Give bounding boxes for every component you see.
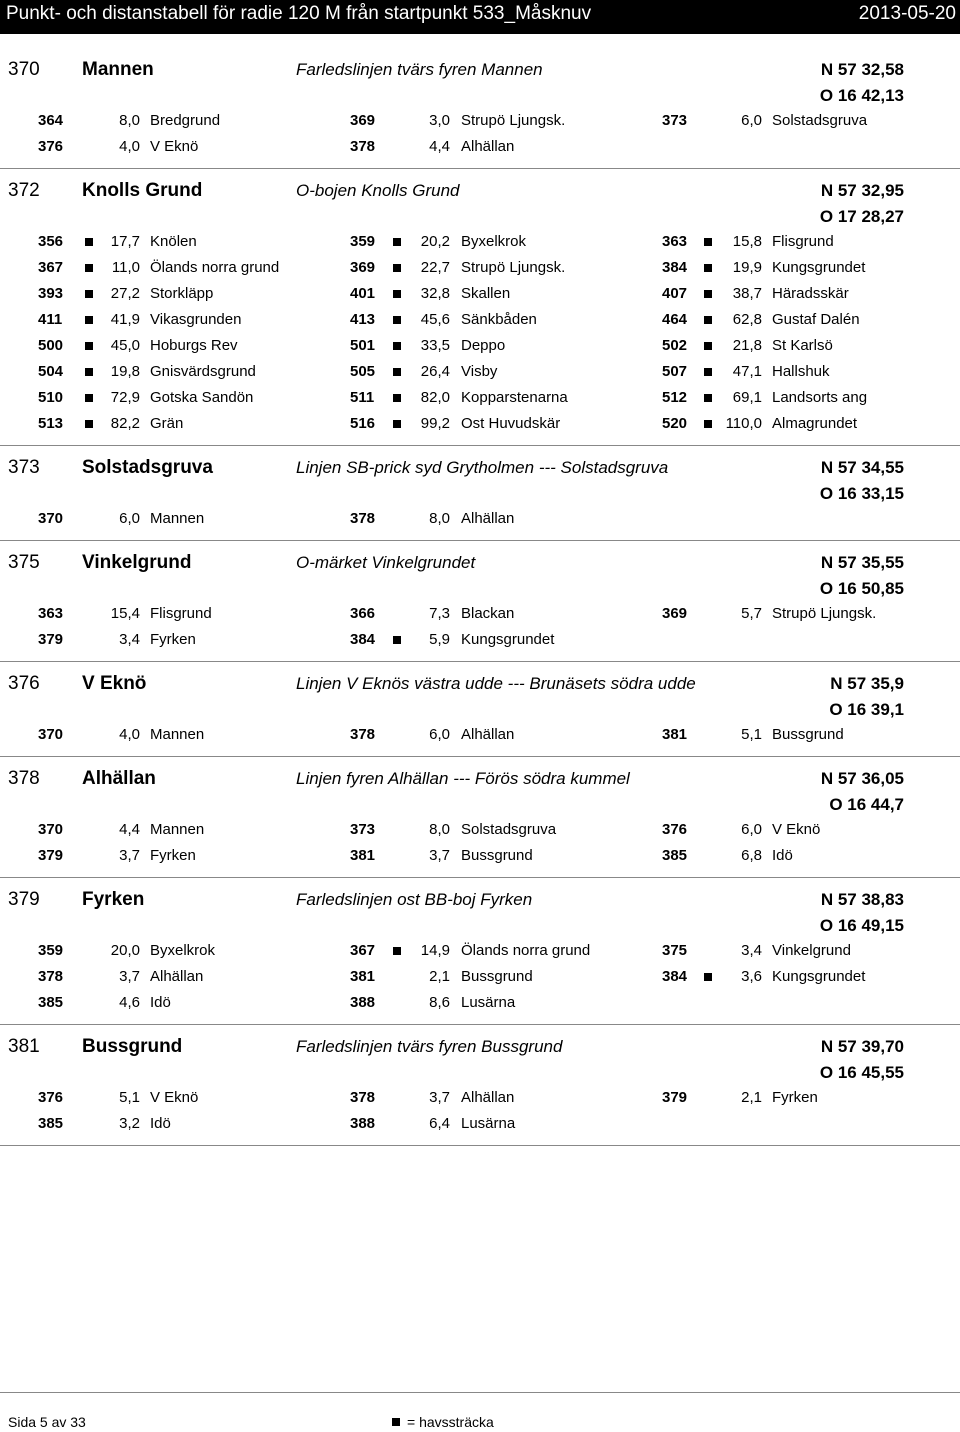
point-longitude: O 17 28,27	[819, 207, 904, 226]
neighbor-distance: 47,1	[732, 363, 762, 380]
neighbor-number: 413	[350, 311, 376, 328]
neighbor-name: Almagrundet	[772, 415, 858, 432]
neighbor-distance: 3,7	[429, 1089, 450, 1106]
point-number: 378	[8, 768, 40, 789]
point-entry	[0, 1033, 960, 1146]
point-name: Vinkelgrund	[82, 552, 192, 573]
neighbor-name: Visby	[461, 363, 498, 380]
neighbor-distance: 20,2	[420, 233, 450, 250]
neighbor-distance: 33,5	[420, 337, 450, 354]
neighbor-distance: 6,0	[119, 510, 140, 527]
neighbor-name: Flisgrund	[150, 605, 212, 622]
neighbor-name: Mannen	[150, 821, 205, 838]
neighbor-distance: 4,4	[119, 821, 140, 838]
neighbor-name: Idö	[772, 847, 793, 864]
neighbor-number: 364	[38, 112, 64, 129]
neighbor-number: 363	[662, 233, 688, 250]
neighbor-name: Kungsgrundet	[461, 631, 555, 648]
point-latitude: N 57 35,55	[820, 553, 904, 572]
neighbor-number: 379	[662, 1089, 688, 1106]
neighbor-number: 407	[662, 285, 688, 302]
neighbor-number: 411	[38, 311, 63, 328]
neighbor-number: 512	[662, 389, 688, 406]
neighbor-number: 385	[38, 1115, 64, 1132]
neighbor-number: 378	[350, 726, 376, 743]
neighbor-number: 513	[38, 415, 64, 432]
neighbor-number: 373	[662, 112, 688, 129]
neighbor-distance: 2,1	[741, 1089, 762, 1106]
neighbor-row	[0, 601, 960, 627]
neighbor-name: Vikasgrunden	[150, 311, 242, 328]
point-latitude: N 57 39,70	[820, 1037, 904, 1056]
neighbor-number: 381	[662, 726, 688, 743]
neighbor-name: Deppo	[461, 337, 506, 354]
neighbor-distance: 4,4	[429, 138, 450, 155]
neighbor-number: 502	[662, 337, 688, 354]
neighbor-number: 507	[662, 363, 688, 380]
neighbor-number: 373	[350, 821, 376, 838]
neighbor-number: 388	[350, 1115, 376, 1132]
neighbor-distance: 62,8	[732, 311, 762, 328]
neighbor-number: 384	[350, 631, 376, 648]
point-name: Solstadsgruva	[82, 457, 213, 478]
neighbor-name: Hoburgs Rev	[150, 337, 238, 354]
point-name: Bussgrund	[82, 1036, 183, 1057]
neighbor-distance: 3,4	[119, 631, 140, 648]
neighbor-name: Kungsgrundet	[772, 968, 866, 985]
entry-divider	[0, 653, 960, 662]
neighbor-distance: 5,1	[119, 1089, 140, 1106]
point-description: Farledslinjen tvärs fyren Mannen	[296, 60, 543, 79]
neighbor-number: 363	[38, 605, 64, 622]
neighbor-distance: 38,7	[732, 285, 762, 302]
neighbor-distance: 82,2	[110, 415, 140, 432]
neighbor-number: 385	[38, 994, 64, 1011]
neighbor-number: 378	[38, 968, 64, 985]
neighbor-number: 359	[38, 942, 64, 959]
neighbor-distance: 6,0	[429, 726, 450, 743]
neighbor-number: 378	[350, 510, 376, 527]
neighbor-distance: 11,0	[111, 259, 140, 276]
neighbor-name: Alhällan	[150, 968, 204, 985]
neighbor-name: Storkläpp	[150, 285, 214, 302]
neighbor-name: Solstadsgruva	[772, 112, 868, 129]
neighbor-number: 464	[662, 311, 688, 328]
entry-header	[0, 1033, 960, 1085]
point-entry	[0, 765, 960, 878]
point-number: 381	[8, 1036, 40, 1057]
neighbor-distance: 6,8	[741, 847, 762, 864]
neighbor-name: Alhällan	[461, 726, 515, 743]
neighbor-distance: 4,6	[119, 994, 140, 1011]
point-number: 375	[8, 552, 40, 573]
neighbor-name: Skallen	[461, 285, 511, 302]
neighbor-distance: 72,9	[110, 389, 140, 406]
neighbor-row	[0, 229, 960, 255]
neighbor-name: Fyrken	[772, 1089, 818, 1106]
neighbor-number: 366	[350, 605, 376, 622]
neighbor-distance: 8,6	[429, 994, 450, 1011]
neighbor-number: 369	[350, 259, 376, 276]
neighbor-name: Solstadsgruva	[461, 821, 557, 838]
neighbor-number: 379	[38, 631, 64, 648]
entry-divider	[0, 748, 960, 757]
neighbor-distance: 3,2	[119, 1115, 140, 1132]
neighbor-distance: 2,1	[429, 968, 450, 985]
neighbor-number: 510	[38, 389, 64, 406]
point-longitude: O 16 50,85	[819, 579, 904, 598]
neighbor-number: 516	[350, 415, 376, 432]
neighbor-distance: 3,4	[741, 942, 762, 959]
neighbor-row	[0, 722, 960, 748]
neighbor-number: 370	[38, 726, 64, 743]
point-name: Alhällan	[82, 768, 156, 789]
neighbor-number: 376	[662, 821, 688, 838]
entry-header	[0, 177, 960, 229]
neighbor-name: Strupö Ljungsk.	[772, 605, 877, 622]
point-name: Fyrken	[82, 889, 145, 910]
neighbor-distance: 19,8	[110, 363, 140, 380]
neighbor-row	[0, 385, 960, 411]
point-number: 372	[8, 180, 40, 201]
neighbor-distance: 19,9	[732, 259, 762, 276]
point-entry	[0, 549, 960, 662]
point-description: Farledslinjen tvärs fyren Bussgrund	[296, 1037, 563, 1056]
neighbor-row	[0, 333, 960, 359]
neighbor-number: 376	[38, 1089, 64, 1106]
neighbor-name: Ölands norra grund	[461, 942, 591, 959]
neighbor-name: Ölands norra grund	[150, 259, 280, 276]
neighbor-distance: 45,0	[110, 337, 140, 354]
neighbor-row	[0, 990, 960, 1016]
point-latitude: N 57 38,83	[820, 890, 904, 909]
neighbor-distance: 7,3	[429, 605, 450, 622]
neighbor-distance: 22,7	[420, 259, 450, 276]
neighbor-number: 500	[38, 337, 64, 354]
neighbor-number: 367	[38, 259, 64, 276]
neighbor-name: Blackan	[461, 605, 515, 622]
neighbor-distance: 32,8	[420, 285, 450, 302]
neighbor-number: 381	[350, 968, 376, 985]
neighbor-distance: 26,4	[420, 363, 450, 380]
neighbor-row	[0, 843, 960, 869]
neighbor-row	[0, 1085, 960, 1111]
neighbor-name: St Karlsö	[772, 337, 833, 354]
neighbor-distance: 6,0	[741, 821, 762, 838]
entry-header	[0, 549, 960, 601]
neighbor-name: Grän	[150, 415, 184, 432]
entry-header	[0, 765, 960, 817]
neighbor-number: 370	[38, 510, 64, 527]
neighbor-distance: 3,7	[119, 847, 140, 864]
neighbor-name: Alhällan	[461, 138, 515, 155]
neighbor-number: 388	[350, 994, 376, 1011]
neighbor-name: Strupö Ljungsk.	[461, 112, 566, 129]
neighbor-name: Landsorts ang	[772, 389, 868, 406]
neighbor-name: Knölen	[150, 233, 197, 250]
entry-divider	[0, 1137, 960, 1146]
point-name: Mannen	[82, 59, 154, 80]
neighbor-number: 356	[38, 233, 64, 250]
point-description: Linjen fyren Alhällan --- Förös södra kummel	[296, 769, 630, 788]
neighbor-distance: 8,0	[119, 112, 140, 129]
point-latitude: N 57 32,58	[820, 60, 904, 79]
entry-divider	[0, 869, 960, 878]
neighbor-name: Hallshuk	[772, 363, 830, 380]
neighbor-number: 370	[38, 821, 64, 838]
neighbor-name: Kungsgrundet	[772, 259, 866, 276]
page-number: Sida 5 av 33	[8, 1414, 86, 1430]
neighbor-distance: 3,7	[119, 968, 140, 985]
neighbor-name: Bussgrund	[772, 726, 844, 743]
entry-header	[0, 886, 960, 938]
neighbor-name: Häradsskär	[772, 285, 849, 302]
neighbor-name: Sänkbåden	[461, 311, 537, 328]
page-title: Punkt- och distanstabell för radie 120 M från startpunkt 533_Måsknuv	[6, 3, 592, 24]
point-description: Farledslinjen ost BB-boj Fyrken	[296, 890, 533, 909]
point-latitude: N 57 34,55	[820, 458, 904, 477]
neighbor-number: 505	[350, 363, 376, 380]
neighbor-distance: 5,1	[741, 726, 762, 743]
neighbor-name: Byxelkrok	[461, 233, 527, 250]
entry-header	[0, 454, 960, 506]
neighbor-name: Ost Huvudskär	[461, 415, 561, 432]
entry-divider	[0, 437, 960, 446]
neighbor-name: V Eknö	[772, 821, 821, 838]
entry-divider	[0, 160, 960, 169]
neighbor-name: Strupö Ljungsk.	[461, 259, 566, 276]
neighbor-row	[0, 1111, 960, 1137]
entry-divider	[0, 532, 960, 541]
neighbor-distance: 110,0	[725, 415, 762, 432]
neighbor-number: 504	[38, 363, 64, 380]
neighbor-number: 378	[350, 1089, 376, 1106]
neighbor-distance: 17,7	[110, 233, 140, 250]
point-latitude: N 57 36,05	[820, 769, 904, 788]
neighbor-distance: 15,8	[732, 233, 762, 250]
point-entry	[0, 454, 960, 541]
neighbor-row	[0, 359, 960, 385]
neighbor-number: 381	[350, 847, 376, 864]
point-longitude: O 16 42,13	[819, 86, 904, 105]
point-number: 373	[8, 457, 40, 478]
neighbor-number: 369	[662, 605, 688, 622]
neighbor-number: 375	[662, 942, 688, 959]
page-footer	[0, 1392, 960, 1432]
neighbor-name: Gustaf Dalén	[772, 311, 860, 328]
neighbor-row	[0, 964, 960, 990]
point-number: 370	[8, 59, 40, 80]
neighbor-name: Mannen	[150, 726, 205, 743]
neighbor-name: Idö	[150, 994, 171, 1011]
neighbor-name: Gotska Sandön	[150, 389, 254, 406]
neighbor-row	[0, 307, 960, 333]
neighbor-distance: 15,4	[110, 605, 140, 622]
neighbor-distance: 99,2	[420, 415, 450, 432]
neighbor-distance: 5,7	[741, 605, 762, 622]
neighbor-distance: 3,7	[429, 847, 450, 864]
neighbor-row	[0, 281, 960, 307]
neighbor-number: 376	[38, 138, 64, 155]
neighbor-distance: 6,4	[429, 1115, 450, 1132]
point-description: Linjen V Eknös västra udde --- Brunäsets södra udde	[296, 674, 696, 693]
neighbor-row	[0, 817, 960, 843]
neighbor-distance: 82,0	[420, 389, 450, 406]
neighbor-number: 385	[662, 847, 688, 864]
neighbor-name: Kopparstenarna	[461, 389, 568, 406]
neighbor-distance: 3,6	[741, 968, 762, 985]
point-entry	[0, 56, 960, 169]
neighbor-number: 379	[38, 847, 64, 864]
neighbor-distance: 14,9	[420, 942, 450, 959]
neighbor-distance: 4,0	[119, 726, 140, 743]
neighbor-name: Mannen	[150, 510, 205, 527]
point-entry	[0, 670, 960, 757]
neighbor-distance: 41,9	[110, 311, 140, 328]
point-longitude: O 16 39,1	[829, 700, 904, 719]
entry-divider	[0, 1016, 960, 1025]
entry-list	[0, 56, 960, 1154]
neighbor-row	[0, 938, 960, 964]
neighbor-number: 511	[350, 389, 375, 406]
point-latitude: N 57 32,95	[820, 181, 904, 200]
neighbor-number: 367	[350, 942, 376, 959]
legend-text: = havssträcka	[407, 1414, 494, 1430]
neighbor-name: Fyrken	[150, 631, 196, 648]
neighbor-name: Lusärna	[461, 1115, 516, 1132]
neighbor-distance: 45,6	[420, 311, 450, 328]
neighbor-number: 384	[662, 259, 688, 276]
point-description: Linjen SB-prick syd Grytholmen --- Solstadsgruva	[296, 458, 669, 477]
point-entry	[0, 177, 960, 446]
neighbor-distance: 6,0	[741, 112, 762, 129]
neighbor-row	[0, 134, 960, 160]
point-number: 376	[8, 673, 40, 694]
neighbor-name: Bredgrund	[150, 112, 221, 129]
neighbor-number: 401	[350, 285, 376, 302]
point-longitude: O 16 33,15	[819, 484, 904, 503]
neighbor-number: 393	[38, 285, 64, 302]
neighbor-number: 359	[350, 233, 376, 250]
neighbor-distance: 69,1	[732, 389, 762, 406]
neighbor-distance: 8,0	[429, 821, 450, 838]
point-description: O-märket Vinkelgrundet	[296, 553, 476, 572]
neighbor-name: Alhällan	[461, 1089, 515, 1106]
point-longitude: O 16 45,55	[819, 1063, 904, 1082]
neighbor-distance: 8,0	[429, 510, 450, 527]
neighbor-number: 369	[350, 112, 376, 129]
neighbor-distance: 4,0	[119, 138, 140, 155]
neighbor-name: Alhällan	[461, 510, 515, 527]
neighbor-name: Flisgrund	[772, 233, 834, 250]
page-header	[0, 0, 960, 34]
neighbor-name: Idö	[150, 1115, 171, 1132]
page-date: 2013-05-20	[858, 3, 956, 24]
neighbor-name: V Eknö	[150, 1089, 199, 1106]
neighbor-distance: 21,8	[732, 337, 762, 354]
point-name: V Eknö	[82, 673, 147, 694]
neighbor-distance: 3,0	[429, 112, 450, 129]
point-number: 379	[8, 889, 40, 910]
sea-leg-marker-icon	[392, 1418, 400, 1426]
neighbor-row	[0, 506, 960, 532]
neighbor-name: Lusärna	[461, 994, 516, 1011]
entry-header	[0, 670, 960, 722]
neighbor-distance: 20,0	[110, 942, 140, 959]
neighbor-row	[0, 108, 960, 134]
neighbor-row	[0, 411, 960, 437]
neighbor-number: 384	[662, 968, 688, 985]
entry-header	[0, 56, 960, 108]
point-longitude: O 16 49,15	[819, 916, 904, 935]
neighbor-name: Gnisvärdsgrund	[150, 363, 256, 380]
neighbor-name: Bussgrund	[461, 847, 533, 864]
point-entry	[0, 886, 960, 1025]
neighbor-number: 501	[350, 337, 376, 354]
neighbor-number: 520	[662, 415, 688, 432]
neighbor-name: Byxelkrok	[150, 942, 216, 959]
neighbor-name: Vinkelgrund	[772, 942, 851, 959]
neighbor-distance: 5,9	[429, 631, 450, 648]
point-latitude: N 57 35,9	[830, 674, 904, 693]
neighbor-name: V Eknö	[150, 138, 199, 155]
point-longitude: O 16 44,7	[829, 795, 904, 814]
neighbor-name: Fyrken	[150, 847, 196, 864]
neighbor-distance: 27,2	[110, 285, 140, 302]
neighbor-name: Bussgrund	[461, 968, 533, 985]
neighbor-row	[0, 627, 960, 653]
point-description: O-bojen Knolls Grund	[296, 181, 460, 200]
point-name: Knolls Grund	[82, 180, 203, 201]
neighbor-number: 378	[350, 138, 376, 155]
neighbor-row	[0, 255, 960, 281]
